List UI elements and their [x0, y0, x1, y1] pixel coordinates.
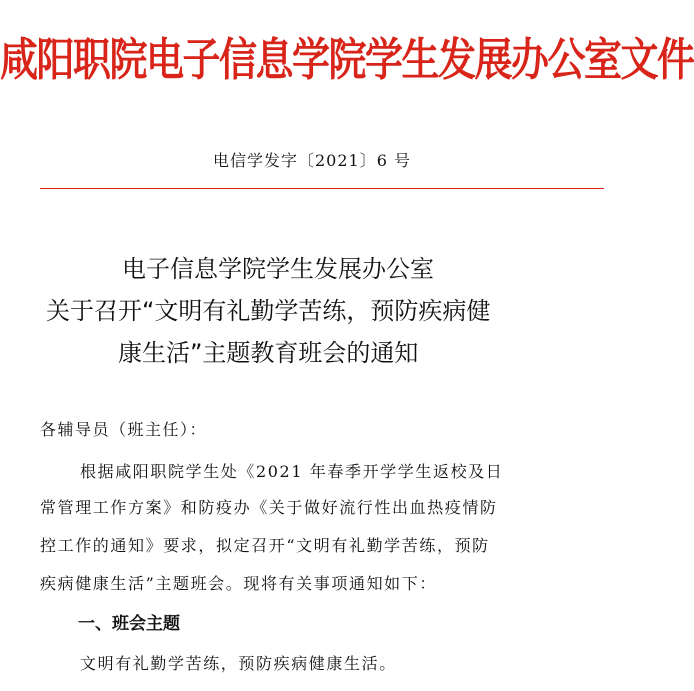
- paragraph-line: 疾病健康生活”主题班会。现将有关事项通知如下：: [40, 574, 437, 593]
- document-number: 电信学发字〔2021〕6 号: [213, 151, 411, 170]
- section-heading: 一、班会主题: [78, 614, 180, 634]
- paragraph-line: 控工作的通知》要求，拟定召开“文明有礼勤学苦练，预防: [40, 536, 490, 555]
- section-body: 文明有礼勤学苦练，预防疾病健康生活。: [80, 654, 397, 673]
- notice-title-line-1: 电子信息学院学生发展办公室: [122, 255, 434, 283]
- salutation: 各辅导员（班主任）：: [40, 420, 208, 439]
- notice-title-line-3: 康生活”主题教育班会的通知: [118, 339, 419, 367]
- notice-title: [0, 248, 624, 374]
- paragraph-line: 常管理工作方案》和防疫办《关于做好流行性出血热疫情防: [40, 498, 498, 517]
- notice-title-line-2: 关于召开“文明有礼勤学苦练，预防疾病健: [46, 297, 491, 325]
- red-divider-line: [40, 188, 604, 189]
- paragraph-line: 根据咸阳职院学生处《2021 年春季开学学生返校及日: [80, 462, 504, 481]
- document-header-title: 咸阳职院电子信息学院学生发展办公室文件: [0, 33, 694, 86]
